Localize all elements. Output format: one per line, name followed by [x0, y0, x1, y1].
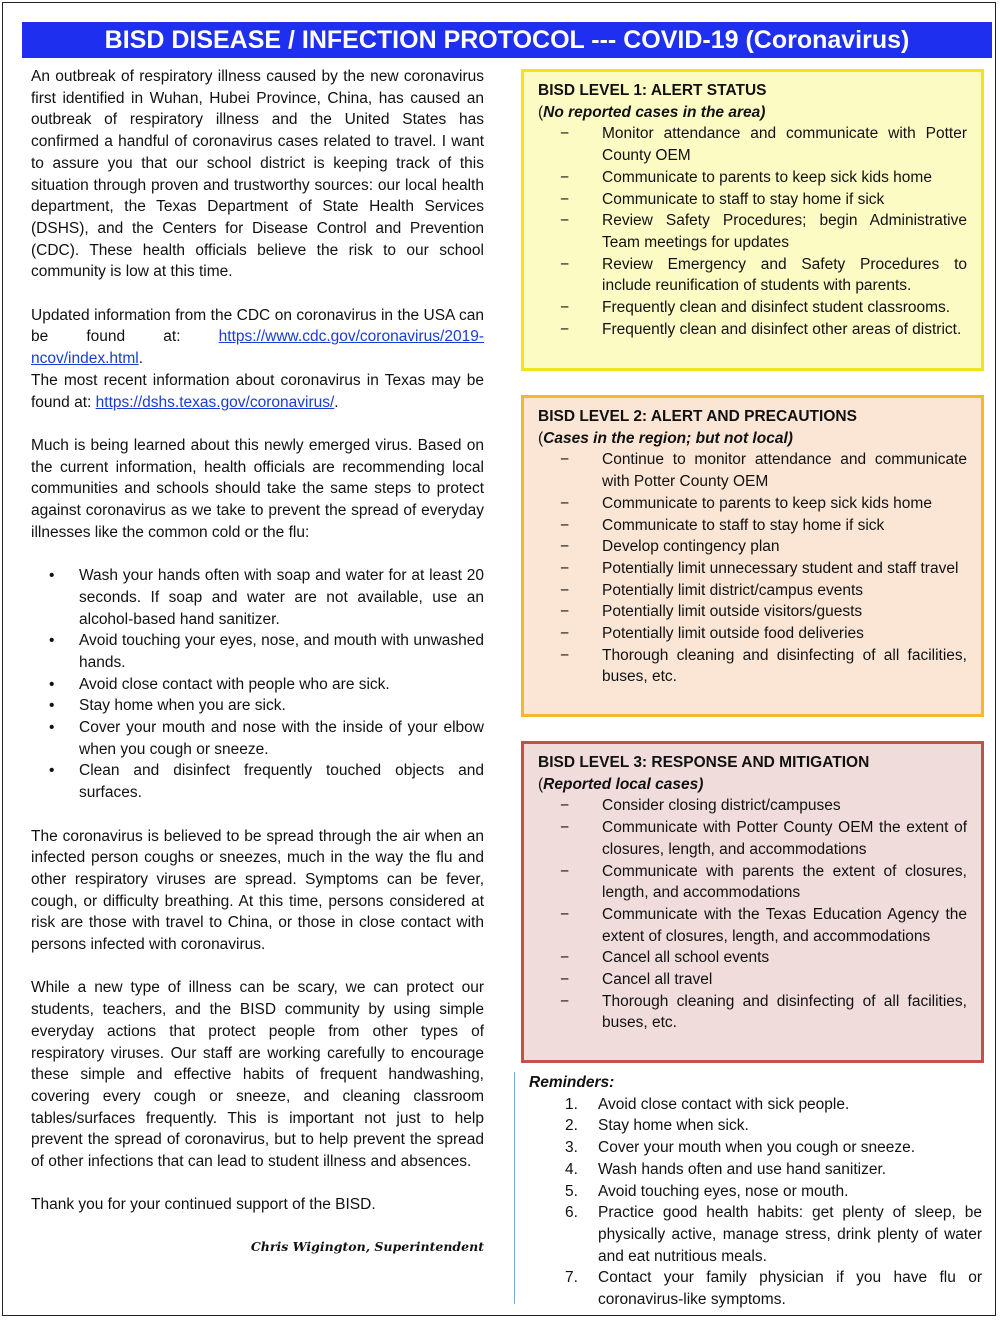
list-item-text: Cover your mouth and nose with the inside of your elbow when you cough or sneeze. [79, 719, 484, 758]
dash-icon: − [560, 949, 570, 967]
level-3-title: BISD LEVEL 3: RESPONSE AND MITIGATION [538, 754, 870, 771]
bullet-icon: • [49, 632, 55, 650]
list-item [529, 1115, 982, 1137]
list-item [529, 1267, 982, 1310]
list-item-text: Potentially limit outside visitors/guests [602, 603, 863, 621]
list-item-text: Clean and disinfect frequently touched objects and surfaces. [79, 762, 484, 802]
dash-icon: − [560, 581, 570, 599]
list-item-text: Stay home when you are sick. [79, 697, 286, 715]
paren: ( [538, 103, 544, 121]
paren: ( [538, 429, 544, 447]
dash-icon: − [560, 212, 570, 230]
list-item [538, 167, 967, 189]
dash-icon: − [560, 646, 570, 664]
list-item-text: Communicate to staff to stay home if sick [602, 190, 885, 208]
level-2-box [521, 395, 984, 717]
intro-paragraph-cdc [31, 305, 484, 370]
level-2-title: BISD LEVEL 2: ALERT AND PRECAUTIONS [538, 408, 857, 425]
dash-icon: − [560, 168, 570, 186]
dash-icon: − [560, 625, 570, 643]
level-2-list [538, 449, 967, 688]
list-item-text: Thorough cleaning and disinfecting of all facilities, buses, etc. [602, 992, 967, 1032]
list-item [31, 674, 484, 696]
list-item [529, 1202, 982, 1267]
list-item [538, 536, 967, 558]
list-item-text: Cancel all travel [602, 971, 713, 989]
bullet-icon: • [49, 719, 55, 737]
list-item-text: Communicate to parents to keep sick kids home [602, 494, 932, 512]
level-1-list [538, 123, 967, 340]
list-item-text: Continue to monitor attendance and communicate with Potter County OEM [602, 451, 967, 491]
list-item-text: Practice good health habits: get plenty of sleep, be physically active, manage stress, drink plenty of water and eat nutritious meals. [598, 1204, 982, 1265]
list-item-text: Communicate to parents to keep sick kids home [602, 168, 932, 186]
level-2-subtitle [538, 428, 967, 450]
level-3-list [538, 795, 967, 1034]
list-number: 5. [565, 1182, 578, 1200]
list-item [538, 189, 967, 211]
list-item [538, 969, 967, 991]
list-item [538, 319, 967, 341]
dash-icon: − [560, 125, 570, 143]
dash-icon: − [560, 299, 570, 317]
list-item [538, 645, 967, 688]
list-number: 7. [565, 1269, 578, 1287]
dash-icon: − [560, 320, 570, 338]
list-item-text: Wash hands often and use hand sanitizer. [598, 1160, 887, 1178]
dash-icon: − [560, 992, 570, 1010]
intro-paragraph-1: An outbreak of respiratory illness caused by the new coronavirus first identified in Wuhan, Hubei Province, China, has caused an outbreak of respiratory illness and the United States has confirmed a handful of coronavirus cases related to travel. I want to assure you that our school district is keeping track of this situation through proven and trustworthy sources: our local health department, the Texas Department of State Health Services (DSHS), and the Centers for Disease Control and Prevention (CDC). These health officials believe the risk to our school community is low at this time. [31, 68, 484, 281]
cdc-link[interactable]: https://www.cdc.gov/coronavirus/2019-ncov/index.html [31, 328, 484, 368]
thank-you-paragraph: Thank you for your continued support of the BISD. [31, 1196, 376, 1214]
list-item [538, 123, 967, 166]
list-number: 1. [565, 1095, 578, 1113]
list-item-text: Communicate with Potter County OEM the extent of closures, length, and accommodations [602, 819, 967, 858]
list-item-text: Develop contingency plan [602, 538, 780, 556]
list-item-text: Avoid close contact with people who are sick. [79, 675, 390, 693]
list-item-text: Stay home when sick. [598, 1117, 749, 1135]
list-item-text: Communicate with the Texas Education Agency the extent of closures, length, and accommodations [602, 905, 967, 945]
list-item [538, 210, 967, 253]
list-item [538, 601, 967, 623]
dash-icon: − [560, 971, 570, 989]
dash-icon: − [560, 494, 570, 512]
dash-icon: − [560, 190, 570, 208]
list-item-text: Consider closing district/campuses [602, 797, 841, 815]
cdc-period: . [138, 350, 144, 368]
level-2-condition: Cases in the region; but not local) [543, 429, 793, 447]
list-item-text: Communicate to staff to stay home if sick [602, 516, 885, 534]
list-item [529, 1137, 982, 1159]
list-item [538, 795, 967, 817]
level-1-title: BISD LEVEL 1: ALERT STATUS [538, 82, 767, 99]
list-item [31, 630, 484, 673]
bullet-icon: • [49, 762, 55, 780]
list-item-text: Review Safety Procedures; begin Administrative Team meetings for updates [602, 212, 967, 251]
bullet-icon: • [49, 697, 55, 715]
list-item-text: Avoid close contact with sick people. [598, 1095, 850, 1113]
dash-icon: − [560, 538, 570, 556]
list-item-text: Potentially limit outside food deliveries [602, 625, 864, 643]
reminders-section [514, 1072, 982, 1309]
dash-icon: − [560, 516, 570, 534]
list-item [538, 493, 967, 515]
dash-icon: − [560, 255, 570, 273]
list-item [538, 861, 967, 904]
list-item-text: Thorough cleaning and disinfecting of all facilities, buses, etc. [602, 646, 967, 686]
signature: Chris Wigington, Superintendent [250, 1239, 484, 1255]
dash-icon: − [560, 451, 570, 469]
list-item [538, 254, 967, 297]
reminders-list [529, 1094, 982, 1311]
page-title-banner [22, 22, 992, 58]
bullet-icon: • [49, 567, 55, 585]
list-item [538, 991, 967, 1034]
list-item-text: Avoid touching your eyes, nose, and mouth with unwashed hands. [79, 632, 484, 671]
list-item-text: Wash your hands often with soap and water for at least 20 seconds. If soap and water are not available, use an alcohol-based hand sanitizer. [79, 567, 484, 628]
dash-icon: − [560, 862, 570, 880]
list-item-text: Frequently clean and disinfect other areas of district. [602, 320, 962, 338]
dshs-link[interactable]: https://dshs.texas.gov/coronavirus/ [95, 393, 335, 411]
level-3-subtitle [538, 774, 967, 796]
list-item [538, 623, 967, 645]
list-item [529, 1159, 982, 1181]
list-item-text: Potentially limit unnecessary student and staff travel [602, 559, 959, 577]
cdc-text: Updated information from the CDC on coronavirus in the USA can be found at: [31, 306, 484, 346]
level-1-condition: No reported cases in the area) [543, 103, 766, 121]
list-item-text: Communicate with parents the extent of closures, length, and accommodations [602, 862, 967, 902]
list-item [529, 1181, 982, 1203]
reminders-title: Reminders: [529, 1074, 615, 1091]
list-item [31, 565, 484, 630]
list-item-text: Avoid touching eyes, nose or mouth. [598, 1182, 849, 1200]
transmission-paragraph: The coronavirus is believed to be spread through the air when an infected person coughs or sneezes, much in the way the flu and other respiratory viruses are spread. Symptoms can be fever, cough, or difficulty breathing. At this time, persons considered at risk are those with travel to China, or those in close contact with persons infected with coronavirus. [31, 827, 484, 954]
list-item [31, 695, 484, 717]
list-item [538, 515, 967, 537]
list-item [31, 717, 484, 760]
list-item-text: Cancel all school events [602, 949, 770, 967]
intro-paragraph-learning: Much is being learned about this newly emerged virus. Based on the current information, health officials are recommending local communities and schools should take the same steps to protect against coronavirus as we take to prevent the spread of everyday illnesses like the common cold or the flu: [31, 436, 484, 541]
list-item [538, 817, 967, 860]
list-item [538, 947, 967, 969]
dash-icon: − [560, 797, 570, 815]
list-item [538, 904, 967, 947]
list-item-text: Cover your mouth when you cough or sneeze. [598, 1139, 916, 1157]
dshs-text: The most recent information about coronavirus in Texas may be found at: [31, 371, 484, 411]
intro-column [31, 66, 484, 1258]
dash-icon: − [560, 603, 570, 621]
paren: ( [538, 775, 544, 793]
intro-paragraph-dshs [31, 370, 484, 413]
list-number: 6. [565, 1204, 578, 1222]
list-item [529, 1094, 982, 1116]
prevention-list [31, 565, 484, 804]
list-item [538, 580, 967, 602]
list-number: 3. [565, 1139, 578, 1157]
dshs-period: . [334, 393, 339, 411]
dash-icon: − [560, 559, 570, 577]
bullet-icon: • [49, 675, 55, 693]
list-number: 2. [565, 1117, 578, 1135]
list-item [538, 558, 967, 580]
dash-icon: − [560, 905, 570, 923]
list-item [538, 297, 967, 319]
page-title: BISD DISEASE / INFECTION PROTOCOL --- COVID-19 (Coronavirus) [104, 26, 910, 54]
level-3-condition: Reported local cases) [543, 775, 704, 793]
level-1-subtitle [538, 102, 967, 124]
list-item-text: Contact your family physician if you have flu or coronavirus-like symptoms. [598, 1269, 982, 1309]
list-item-text: Monitor attendance and communicate with Potter County OEM [602, 125, 967, 165]
level-1-box [521, 69, 984, 371]
list-item [538, 449, 967, 492]
community-paragraph: While a new type of illness can be scary, we can protect our students, teachers, and the BISD community by using simple everyday actions that protect people from other types of respiratory viruses. Our staff are working carefully to encourage these simple and effective habits of frequent handwashing, covering every cough or sneeze, and cleaning classroom tables/surfaces frequently. This is important not just to help prevent the spread of coronavirus, but to help prevent the spread of other infections that can lead to student illness and absences. [31, 979, 484, 1171]
list-item-text: Review Emergency and Safety Procedures to include reunification of students with parents. [602, 255, 967, 295]
level-3-box [521, 741, 984, 1063]
dash-icon: − [560, 819, 570, 837]
list-item [31, 760, 484, 803]
list-item-text: Frequently clean and disinfect student classrooms. [602, 299, 951, 317]
list-item-text: Potentially limit district/campus events [602, 581, 864, 599]
list-number: 4. [565, 1160, 578, 1178]
